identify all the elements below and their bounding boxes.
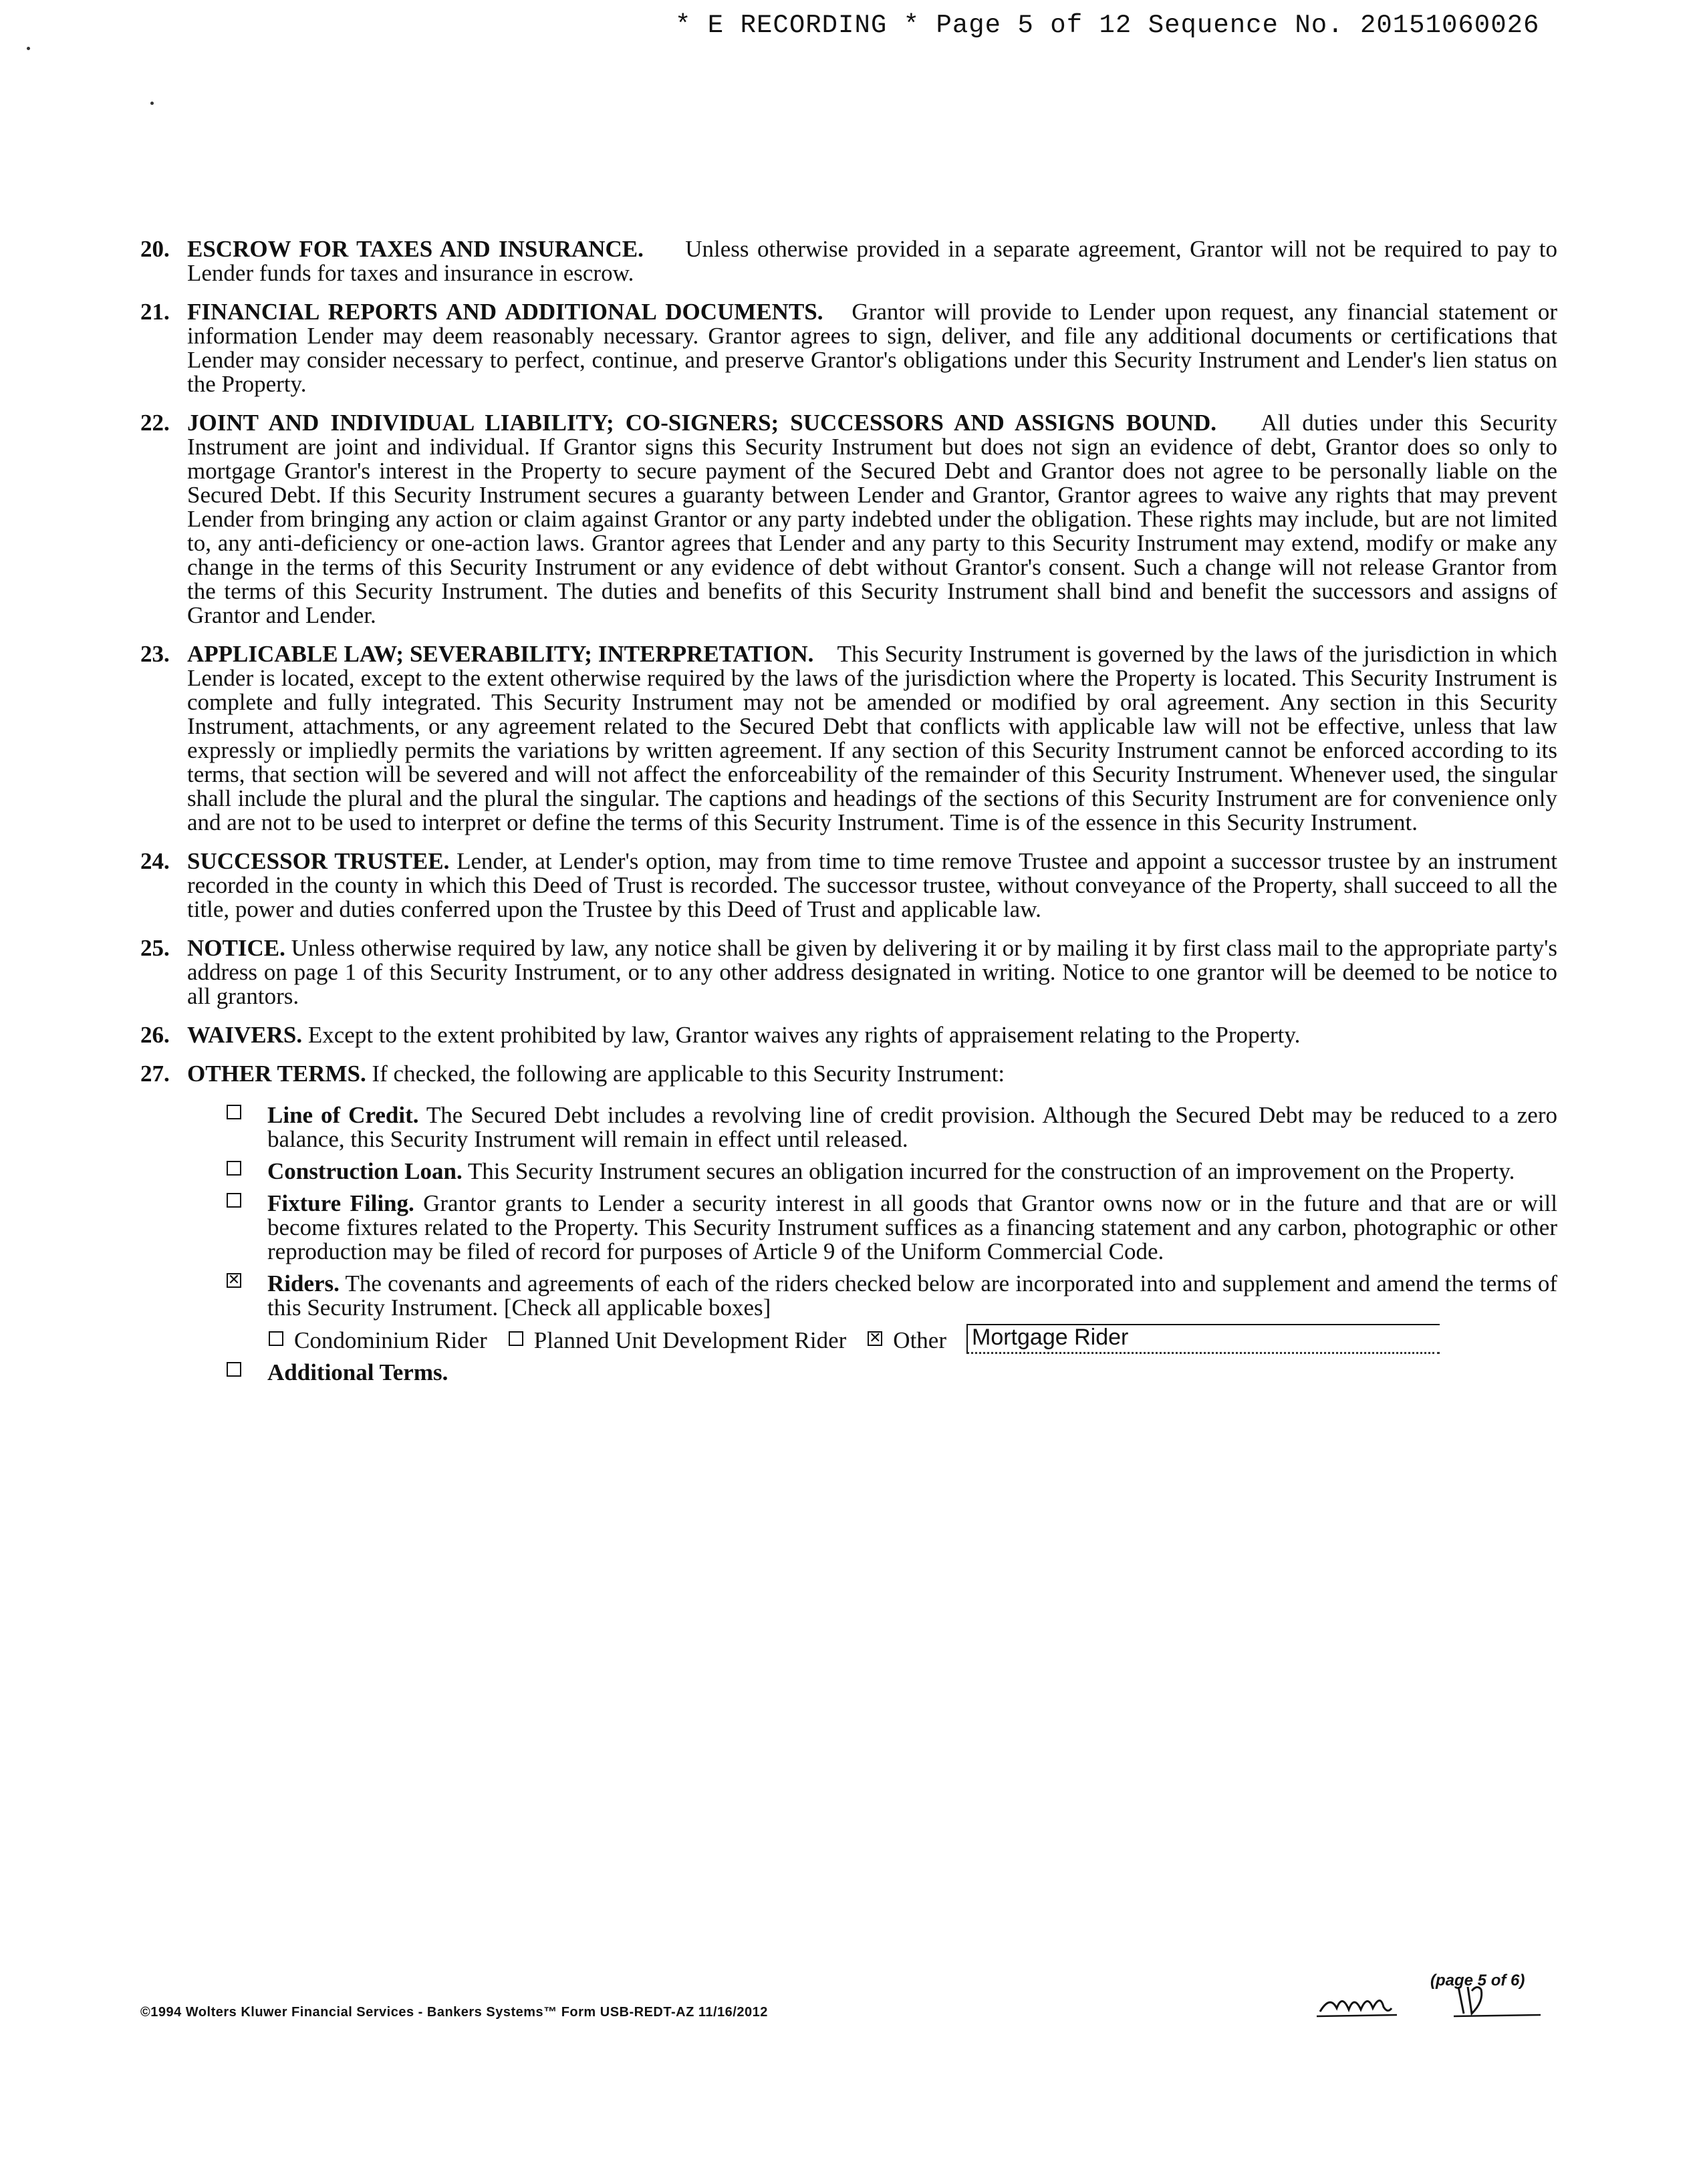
scan-speck <box>150 102 154 105</box>
other-rider-checkbox[interactable] <box>868 1331 882 1346</box>
section-heading: APPLICABLE LAW; SEVERABILITY; INTERPRETATION. <box>187 641 814 667</box>
form-copyright: ©1994 Wolters Kluwer Financial Services - Bankers Systems™ Form USB-REDT-AZ 11/16/2012 <box>140 2005 768 2020</box>
condominium-rider-checkbox[interactable] <box>269 1331 283 1346</box>
section-27 <box>140 1062 1557 1385</box>
section-heading: JOINT AND INDIVIDUAL LIABILITY; CO-SIGNERS; SUCCESSORS AND ASSIGNS BOUND. <box>187 410 1216 436</box>
option-line-of-credit <box>224 1103 1557 1151</box>
section-25 <box>140 936 1557 1008</box>
section-number: 26. <box>140 1022 170 1048</box>
page-indicator: (page 5 of 6) <box>1430 1971 1525 1990</box>
section-text: If checked, the following are applicable to this Security Instrument: <box>372 1061 1005 1087</box>
section-number: 21. <box>140 299 170 325</box>
section-number: 23. <box>140 641 170 667</box>
handwritten-initials <box>1317 1975 1557 2022</box>
section-text: All duties under this Security Instrument are joint and individual. If Grantor signs this Security Instrument but does not sign an evidence of debt, Grantor does so only to mortgage Grantor's interest in the Property to secure payment of the Secured Debt and Grantor does not agree to be personally liable on the Secured Debt. If this Security Instrument secures a guaranty between Lender and Grantor, Grantor agrees to waive any rights that may prevent Lender from bringing any action or claim against Grantor or any party indebted under the obligation. These rights may include, but are not limited to, any anti-deficiency or one-action laws. Grantor agrees that Lender and any party to this Security Instrument may extend, modify or make any change in the terms of this Security Instrument or any evidence of debt without Grantor's consent. Such a change will not release Grantor from the terms of this Security Instrument. The duties and benefits of this Security Instrument shall bind and benefit the successors and assigns of Grantor and Lender. <box>187 410 1557 628</box>
section-21 <box>140 300 1557 396</box>
option-construction-loan <box>224 1159 1557 1184</box>
rider-other <box>866 1329 946 1353</box>
option-text: The covenants and agreements of each of the riders checked below are incorporated into and supplement and amend the terms of this Security Instrument. [Check all applicable boxes] <box>267 1270 1557 1321</box>
section-heading: SUCCESSOR TRUSTEE. <box>187 848 450 874</box>
section-number: 27. <box>140 1061 170 1087</box>
option-label: Fixture Filing. <box>267 1190 414 1216</box>
option-fixture-filing <box>224 1192 1557 1264</box>
rider-label: Condominium Rider <box>294 1327 487 1353</box>
fixture-filing-checkbox[interactable] <box>227 1193 241 1208</box>
section-text: Unless otherwise required by law, any notice shall be given by delivering it or by mailing it by first class mail to the appropriate party's address on page 1 of this Security Instrument, or to any other address designated in writing. Notice to one grantor will be deemed to be notice to all grantors. <box>187 935 1557 1009</box>
recording-header: * E RECORDING * Page 5 of 12 Sequence No. 20151060026 <box>675 11 1540 40</box>
section-number: 20. <box>140 236 170 262</box>
additional-terms-checkbox[interactable] <box>227 1362 241 1377</box>
section-number: 22. <box>140 410 170 436</box>
construction-loan-checkbox[interactable] <box>227 1161 241 1176</box>
option-text: Grantor grants to Lender a security interest in all goods that Grantor owns now or in the future and that are or will become fixtures related to the Property. This Security Instrument suffices as a financing statement and any carbon, photographic or other reproduction may be filed of record for purposes of Article 9 of the Uniform Commercial Code. <box>267 1190 1558 1264</box>
section-heading: FINANCIAL REPORTS AND ADDITIONAL DOCUMENTS. <box>187 299 823 325</box>
line-of-credit-checkbox[interactable] <box>227 1105 241 1119</box>
section-heading: NOTICE. <box>187 935 285 961</box>
rider-label: Planned Unit Development Rider <box>533 1327 847 1353</box>
option-label: Line of Credit. <box>267 1102 419 1128</box>
section-number: 24. <box>140 848 170 874</box>
section-text: Unless otherwise provided in a separate agreement, Grantor will not be required to pay to Lender funds for taxes and insurance in escrow. <box>187 236 1558 286</box>
section-20 <box>140 237 1557 285</box>
section-24 <box>140 849 1557 922</box>
section-text: Grantor will provide to Lender upon request, any financial statement or information Lender may deem reasonably necessary. Grantor agrees to sign, deliver, and file any additional documents or certifications that Lender may consider necessary to perfect, continue, and preserve Grantor's obligations under this Security Instrument and Lender's lien status on the Property. <box>187 299 1557 397</box>
rider-label: Other <box>893 1327 946 1353</box>
section-heading: OTHER TERMS. <box>187 1061 366 1087</box>
rider-pud <box>507 1329 847 1353</box>
option-additional-terms <box>224 1361 1557 1385</box>
riders-list <box>267 1323 1557 1353</box>
option-text: This Security Instrument secures an obligation incurred for the construction of an improvement on the Property. <box>467 1158 1515 1184</box>
document-body <box>140 237 1557 1399</box>
section-text: This Security Instrument is governed by the laws of the jurisdiction in which Lender is located, except to the extent otherwise required by the laws of the jurisdiction where the Property is located. This Security Instrument is complete and fully integrated. This Security Instrument may not be amended or modified by oral agreement. Any section in this Security Instrument, attachments, or any agreement related to the Secured Debt that conflicts with applicable law will not be effective, unless that law expressly or impliedly permits the variations by written agreement. If any section of this Security Instrument cannot be enforced according to its terms, that section will be severed and will not affect the enforceability of the remainder of this Security Instrument. Whenever used, the singular shall include the plural and the plural the singular. The captions and headings of the sections of this Security Instrument are for convenience only and are not to be used to interpret or define the terms of this Security Instrument. Time is of the essence in this Security Instrument. <box>187 641 1558 835</box>
option-label: Riders. <box>267 1270 340 1296</box>
rider-condominium <box>267 1329 487 1353</box>
section-number: 25. <box>140 935 170 961</box>
section-text: Lender, at Lender's option, may from time to time remove Trustee and appoint a successor trustee by an instrument recorded in the county in which this Deed of Trust is recorded. The successor trustee, without conveyance of the Property, shall succeed to all the title, power and duties conferred upon the Trustee by this Deed of Trust and applicable law. <box>187 848 1557 922</box>
option-label: Additional Terms. <box>267 1359 448 1385</box>
option-text: The Secured Debt includes a revolving line of credit provision. Although the Secured Debt may be reduced to a zero balance, this Security Instrument will remain in effect until released. <box>267 1102 1557 1152</box>
pud-rider-checkbox[interactable] <box>509 1331 523 1346</box>
section-26 <box>140 1023 1557 1047</box>
other-rider-field[interactable]: Mortgage Rider <box>966 1324 1440 1354</box>
section-22 <box>140 411 1557 628</box>
section-heading: ESCROW FOR TAXES AND INSURANCE. <box>187 236 644 262</box>
section-heading: WAIVERS. <box>187 1022 303 1048</box>
option-label: Construction Loan. <box>267 1158 463 1184</box>
section-text: Except to the extent prohibited by law, Grantor waives any rights of appraisement relating to the Property. <box>307 1022 1301 1048</box>
section-23 <box>140 642 1557 835</box>
riders-checkbox[interactable] <box>227 1273 241 1288</box>
option-riders <box>224 1272 1557 1353</box>
scan-speck <box>27 47 30 50</box>
